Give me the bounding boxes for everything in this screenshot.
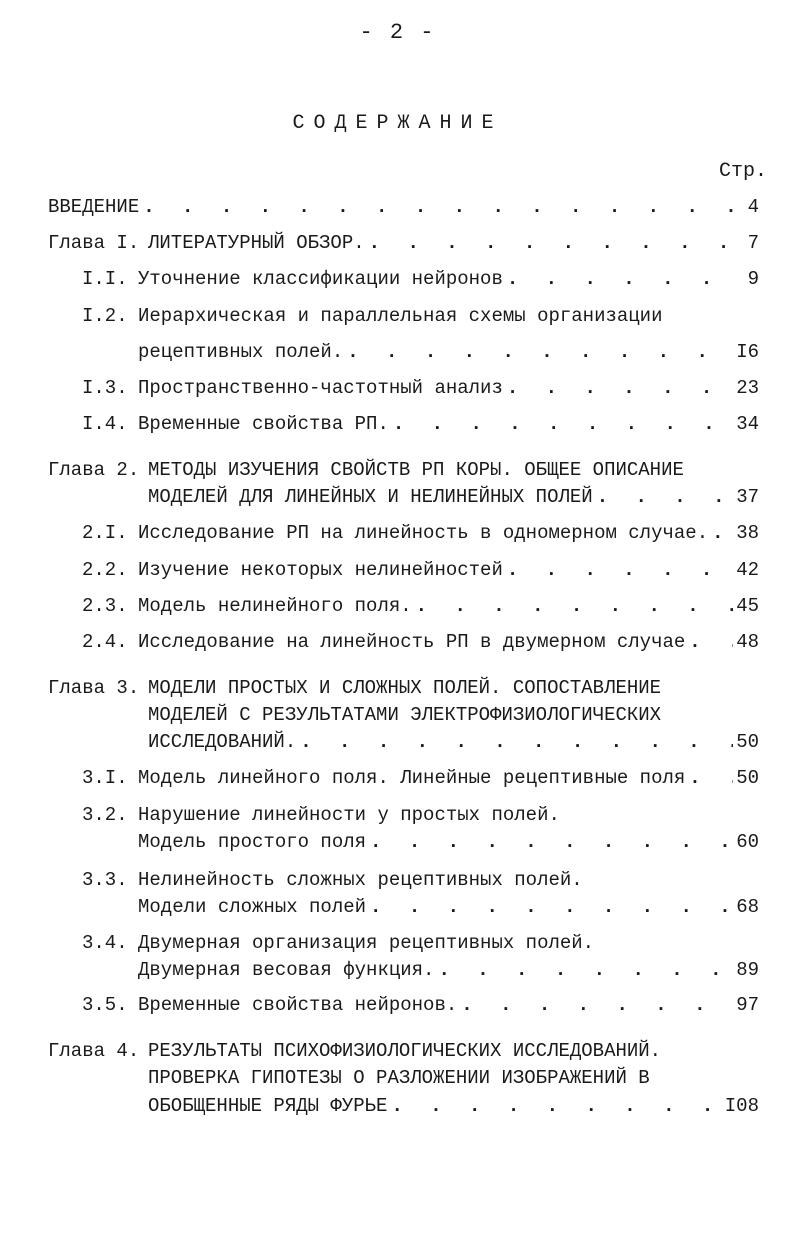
toc-entry-continuation [138, 894, 733, 920]
toc-entry-page: I08 [724, 1095, 759, 1117]
toc-entry-continuation [148, 729, 733, 755]
leader-dots [593, 484, 733, 510]
toc-entry-title: Двумерная организация рецептивных полей. [138, 932, 595, 954]
toc-entry-page: 37 [736, 486, 759, 508]
toc-entry-page: 38 [736, 522, 759, 544]
toc-entry-chapter-1[interactable] [48, 230, 733, 256]
toc-entry-title: Модель линейного поля. Линейные рецептивные поля [138, 767, 686, 789]
toc-entry-continuation [148, 1065, 733, 1091]
toc-entry-page: 4 [747, 196, 759, 218]
leader-dots [366, 829, 733, 855]
toc-entry-section-3-5[interactable] [82, 992, 733, 1018]
toc-entry-title: Временные свойства нейронов. [138, 994, 458, 1016]
toc-entry-number: 3.5. [82, 994, 128, 1016]
toc-entry-page: 34 [736, 413, 759, 435]
toc-entry-title: Модель нелинейного поля. [138, 595, 412, 617]
toc-entry-title: Пространственно-частотный анализ [138, 377, 503, 399]
leader-dots [387, 1093, 733, 1119]
toc-entry-section-1-2[interactable] [82, 303, 733, 329]
leader-dots [296, 729, 733, 755]
toc-entry-continuation [148, 484, 733, 510]
toc-entry-page: 42 [736, 559, 759, 581]
toc-entry-title-continued: ОБОБЩЕННЫЕ РЯДЫ ФУРЬЕ [148, 1095, 388, 1117]
toc-entry-title: Уточнение классификации нейронов [138, 268, 503, 290]
toc-entry-title: Нелинейность сложных рецептивных полей. [138, 869, 583, 891]
toc-entry-section-3-2[interactable] [82, 802, 733, 828]
toc-entry-page: 50 [736, 731, 759, 753]
toc-entry-page: 45 [736, 595, 759, 617]
toc-entry-title: Иерархическая и параллельная схемы организации [138, 305, 663, 327]
toc-entry-page: 97 [736, 994, 759, 1016]
toc-entry-number: 2.2. [82, 559, 128, 581]
toc-entry-number: I.2. [82, 305, 128, 327]
leader-dots [139, 194, 733, 220]
toc-entry-title: Нарушение линейности у простых полей. [138, 804, 560, 826]
toc-entry-page: 68 [736, 896, 759, 918]
leader-dots [503, 557, 733, 583]
toc-entry-title-continued: ПРОВЕРКА ГИПОТЕЗЫ О РАЗЛОЖЕНИИ ИЗОБРАЖЕНИЙ В [148, 1067, 650, 1089]
toc-entry-number: I.4. [82, 413, 128, 435]
toc-entry-section-3-4[interactable] [82, 930, 733, 956]
toc-entry-section-1-4[interactable] [82, 411, 733, 437]
leader-dots [685, 629, 733, 655]
page-title: СОДЕРЖАНИЕ [292, 112, 503, 135]
toc-entry-section-2-3[interactable] [82, 593, 733, 619]
toc-entry-title: МЕТОДЫ ИЗУЧЕНИЯ СВОЙСТВ РП КОРЫ. ОБЩЕЕ ОПИСАНИЕ [148, 459, 684, 481]
toc-entry-number: 3.3. [82, 869, 128, 891]
toc-entry-title: РЕЗУЛЬТАТЫ ПСИХОФИЗИОЛОГИЧЕСКИХ ИССЛЕДОВАНИЙ. [148, 1040, 662, 1062]
leader-dots [366, 894, 733, 920]
leader-dots [708, 520, 733, 546]
toc-entry-continuation [138, 829, 733, 855]
toc-entry-title-continued: Модели сложных полей [138, 896, 367, 918]
toc-entry-page: 7 [747, 232, 759, 254]
toc-entry-title-continued: МОДЕЛЕЙ ДЛЯ ЛИНЕЙНЫХ И НЕЛИНЕЙНЫХ ПОЛЕЙ [148, 486, 593, 508]
toc-entry-introduction[interactable] [48, 194, 733, 220]
leader-dots [343, 339, 733, 365]
toc-entry-title: Исследование РП на линейность в одномерном случае. [138, 522, 709, 544]
leader-dots [434, 957, 733, 983]
toc-entry-section-2-2[interactable] [82, 557, 733, 583]
toc-entry-section-3-1[interactable] [82, 765, 733, 791]
toc-entry-number: I.I. [82, 268, 128, 290]
toc-entry-chapter-4[interactable] [48, 1038, 733, 1064]
toc-entry-title: ЛИТЕРАТУРНЫЙ ОБЗОР. [148, 232, 365, 254]
toc-entry-page: 60 [736, 831, 759, 853]
toc-entry-title-continued: Двумерная весовая функция. [138, 959, 435, 981]
toc-entry-title-continued: ИССЛЕДОВАНИЙ. [148, 731, 297, 753]
leader-dots [685, 765, 733, 791]
toc-entry-section-2-4[interactable] [82, 629, 733, 655]
toc-entry-section-1-1[interactable] [82, 266, 733, 292]
leader-dots [389, 411, 733, 437]
toc-entry-number: 3.4. [82, 932, 128, 954]
leader-dots [457, 992, 733, 1018]
toc-entry-number: 2.I. [82, 522, 128, 544]
toc-entry-title-continued: рецептивных полей. [138, 341, 344, 363]
leader-dots [503, 375, 733, 401]
toc-entry-page: 23 [736, 377, 759, 399]
toc-entry-page: 9 [747, 268, 759, 290]
toc-entry-page: 89 [736, 959, 759, 981]
toc-entry-continuation [138, 957, 733, 983]
toc-entry-number: 2.3. [82, 595, 128, 617]
leader-dots [503, 266, 733, 292]
toc-entry-number: 2.4. [82, 631, 128, 653]
toc-entry-continuation [138, 339, 733, 365]
toc-entry-number: 3.2. [82, 804, 128, 826]
toc-entry-section-2-1[interactable] [82, 520, 733, 546]
toc-entry-page: 50 [736, 767, 759, 789]
toc-entry-page: I6 [736, 341, 759, 363]
toc-entry-title-continued: МОДЕЛЕЙ С РЕЗУЛЬТАТАМИ ЭЛЕКТРОФИЗИОЛОГИЧЕСКИХ [148, 704, 662, 726]
toc-entry-number: Глава 4. [48, 1040, 140, 1062]
page-number: - 2 - [359, 20, 436, 45]
toc-entry-section-3-3[interactable] [82, 867, 733, 893]
toc-entry-title: Исследование на линейность РП в двумерном случае [138, 631, 686, 653]
toc-entry-title: Изучение некоторых нелинейностей [138, 559, 503, 581]
toc-entry-continuation [148, 1093, 733, 1119]
toc-entry-page: 48 [736, 631, 759, 653]
toc-entry-title: МОДЕЛИ ПРОСТЫХ И СЛОЖНЫХ ПОЛЕЙ. СОПОСТАВЛЕНИЕ [148, 677, 662, 699]
toc-entry-number: I.3. [82, 377, 128, 399]
leader-dots [365, 230, 733, 256]
toc-entry-section-1-3[interactable] [82, 375, 733, 401]
toc-entry-number: Глава I. [48, 232, 140, 254]
toc-entry-number: Глава 3. [48, 677, 140, 699]
toc-entry-chapter-3[interactable] [48, 675, 733, 701]
toc-entry-title: Временные свойства РП. [138, 413, 389, 435]
leader-dots [412, 593, 733, 619]
toc-entry-title: ВВЕДЕНИЕ [48, 196, 140, 218]
toc-entry-continuation [148, 702, 733, 728]
page-column-label: Стр. [718, 160, 767, 183]
toc-entry-title-continued: Модель простого поля [138, 831, 367, 853]
toc-entry-chapter-2[interactable] [48, 457, 733, 483]
toc-entry-number: Глава 2. [48, 459, 140, 481]
toc-entry-number: 3.I. [82, 767, 128, 789]
